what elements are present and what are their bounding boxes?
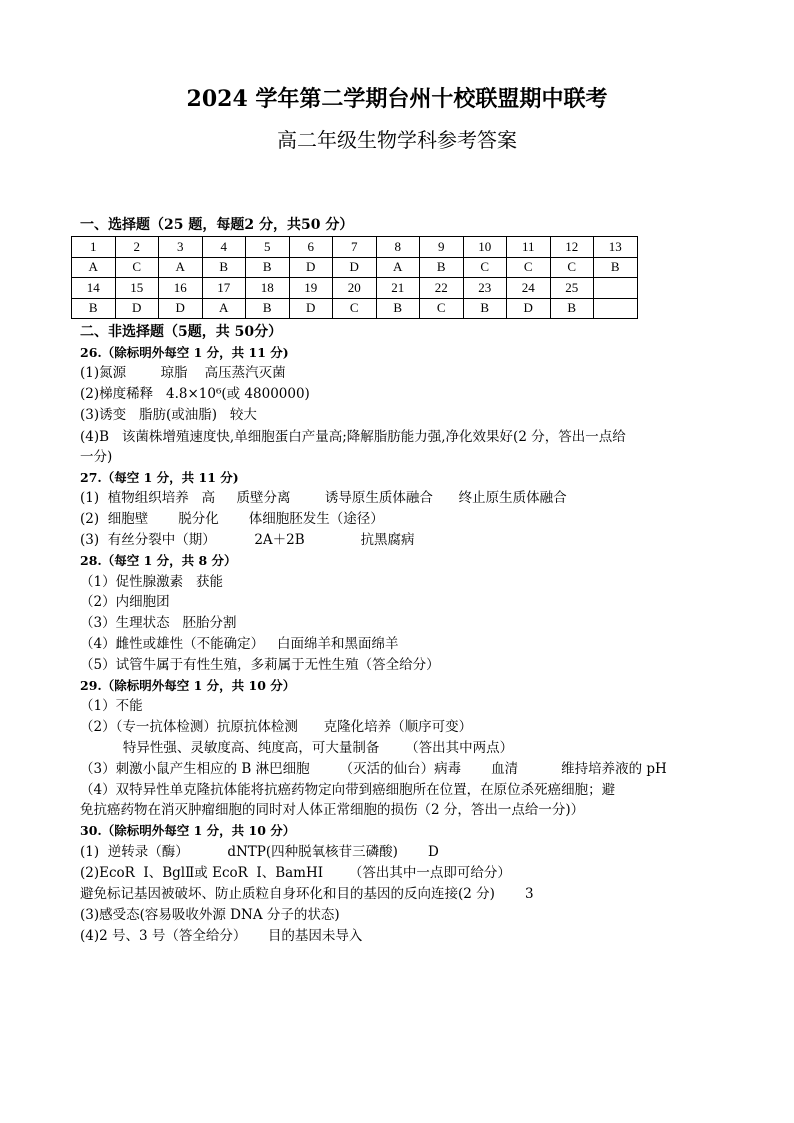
answer-table-cell: C <box>420 298 464 319</box>
q26-line-5: 一分) <box>80 449 113 465</box>
q28-line-5: （5）试管牛属于有性生殖，多莉属于无性生殖（答全给分） <box>80 657 440 673</box>
section-1-title: 一、选择题（25 题，每题2 分，共50 分） <box>80 217 354 233</box>
answer-table-cell: D <box>507 298 551 319</box>
q28-line-3: （3）生理状态 胚胎分割 <box>80 615 237 631</box>
q29-line-6: 免抗癌药物在消灭肿瘤细胞的同时对人体正常细胞的损伤（2 分，答出一点给一分)） <box>80 802 585 818</box>
answer-table-cell: 3 <box>159 237 203 258</box>
q29-line-2: （2）（专一抗体检测）抗原抗体检测 克隆化培养（顺序可变） <box>80 719 473 735</box>
answer-table-cell: B <box>594 257 638 278</box>
answer-table-cell: 4 <box>202 237 246 258</box>
answer-table-cell: A <box>376 257 420 278</box>
answer-table-cell: D <box>289 257 333 278</box>
answer-table-cell: D <box>333 257 377 278</box>
answer-table-cell: C <box>463 257 507 278</box>
answer-table-cell: 17 <box>202 278 246 299</box>
q30-line-1: (1) 逆转录（酶） dNTP(四种脱氧核苷三磷酸) D <box>80 844 439 860</box>
q27-line-3: (3) 有丝分裂中（期） 2A＋2B 抗黑腐病 <box>80 532 415 548</box>
answer-table <box>71 236 638 319</box>
answer-table-cell: B <box>376 298 420 319</box>
answer-table-answer-row <box>72 257 638 278</box>
answer-table-cell: B <box>72 298 116 319</box>
answer-table-cell: B <box>420 257 464 278</box>
answer-table-number-row <box>72 237 638 258</box>
q29-line-4: （3）刺激小鼠产生相应的 B 淋巴细胞 （灭活的仙台）病毒 血清 维持培养液的 pH <box>80 761 667 777</box>
answer-table-cell: 2 <box>115 237 159 258</box>
answer-table-cell: C <box>507 257 551 278</box>
answer-table-cell: 14 <box>72 278 116 299</box>
answer-table-cell: A <box>72 257 116 278</box>
q26-line-1: (1)氮源 琼脂 高压蒸汽灭菌 <box>80 365 286 381</box>
answer-table-cell: 20 <box>333 278 377 299</box>
answer-table-cell: C <box>550 257 594 278</box>
answer-table-cell: 19 <box>289 278 333 299</box>
q30-heading: 30.（除标明外每空 1 分，共 10 分） <box>80 823 296 838</box>
q29-line-3: 特异性强、灵敏度高、纯度高，可大量制备 （答出其中两点） <box>80 740 514 756</box>
answer-table-cell: 10 <box>463 237 507 258</box>
answer-table-answer-row <box>72 298 638 319</box>
answer-table-cell: 16 <box>159 278 203 299</box>
answer-table-cell: 23 <box>463 278 507 299</box>
answer-table-cell: D <box>289 298 333 319</box>
answer-table-cell: 24 <box>507 278 551 299</box>
answer-table-cell: B <box>246 298 290 319</box>
q29-heading: 29.（除标明外每空 1 分，共 10 分） <box>80 678 296 693</box>
answer-table-cell <box>594 278 638 299</box>
q29-line-5: （4）双特异性单克隆抗体能将抗癌药物定向带到癌细胞所在位置，在原位杀死癌细胞；避 <box>80 782 616 798</box>
answer-table-cell: D <box>159 298 203 319</box>
q29-line-1: （1）不能 <box>80 698 143 714</box>
q26-line-4: (4)B 该菌株增殖速度快,单细胞蛋白产量高;降解脂肪能力强,净化效果好(2 分，答出一点给 <box>80 429 626 445</box>
answer-table-cell: B <box>463 298 507 319</box>
answer-table-cell: A <box>159 257 203 278</box>
answer-table-cell: 22 <box>420 278 464 299</box>
answer-table-cell <box>594 298 638 319</box>
q30-line-2: (2)EcoR Ⅰ、BglⅡ或 EcoR Ⅰ、BamHⅠ （答出其中一点即可给分） <box>80 865 511 881</box>
q30-line-4: (3)感受态(容易吸收外源 DNA 分子的状态) <box>80 907 340 923</box>
answer-table-cell: C <box>333 298 377 319</box>
answer-table-cell: D <box>115 298 159 319</box>
q30-line-3: 避免标记基因被破坏、防止质粒自身环化和目的基因的反向连接(2 分) 3 <box>80 886 534 902</box>
answer-table-number-row <box>72 278 638 299</box>
q27-heading: 27.（每空 1 分，共 11 分) <box>80 470 239 485</box>
answer-table-cell: 5 <box>246 237 290 258</box>
answer-table-cell: 25 <box>550 278 594 299</box>
answer-table-cell: C <box>115 257 159 278</box>
answer-table-cell: 1 <box>72 237 116 258</box>
section-2-title: 二、非选择题（5题，共 50分） <box>80 324 283 340</box>
q28-heading: 28.（每空 1 分，共 8 分） <box>80 553 237 568</box>
answer-table-cell: 11 <box>507 237 551 258</box>
q28-line-4: （4）雌性或雄性（不能确定） 白面绵羊和黑面绵羊 <box>80 636 399 652</box>
q26-heading: 26.（除标明外每空 1 分，共 11 分) <box>80 345 289 360</box>
answer-table-cell: 12 <box>550 237 594 258</box>
page-subtitle: 高二年级生物学科参考答案 <box>277 128 517 152</box>
answer-table-cell: 7 <box>333 237 377 258</box>
answer-table-cell: 18 <box>246 278 290 299</box>
answer-table-cell: 6 <box>289 237 333 258</box>
q28-line-1: （1）促性腺激素 获能 <box>80 574 223 590</box>
page-title: 2024 学年第二学期台州十校联盟期中联考 <box>186 86 608 112</box>
q28-line-2: （2）内细胞团 <box>80 594 170 610</box>
answer-table-cell: A <box>202 298 246 319</box>
q27-line-2: (2) 细胞壁 脱分化 体细胞胚发生（途径） <box>80 511 384 527</box>
q30-line-5: (4)2 号、3 号（答全给分） 目的基因未导入 <box>80 928 363 944</box>
q27-line-1: (1) 植物组织培养 高 质壁分离 诱导原生质体融合 终止原生质体融合 <box>80 490 567 506</box>
answer-table-cell: 13 <box>594 237 638 258</box>
answer-table-cell: B <box>246 257 290 278</box>
answer-table-cell: 21 <box>376 278 420 299</box>
answer-table-cell: 8 <box>376 237 420 258</box>
answer-table-cell: B <box>202 257 246 278</box>
answer-table-cell: 9 <box>420 237 464 258</box>
q26-line-3: (3)诱变 脂肪(或油脂) 较大 <box>80 407 257 423</box>
answer-table-cell: B <box>550 298 594 319</box>
answer-table-cell: 15 <box>115 278 159 299</box>
q26-line-2: (2)梯度稀释 4.8×10⁶(或 4800000) <box>80 386 310 402</box>
